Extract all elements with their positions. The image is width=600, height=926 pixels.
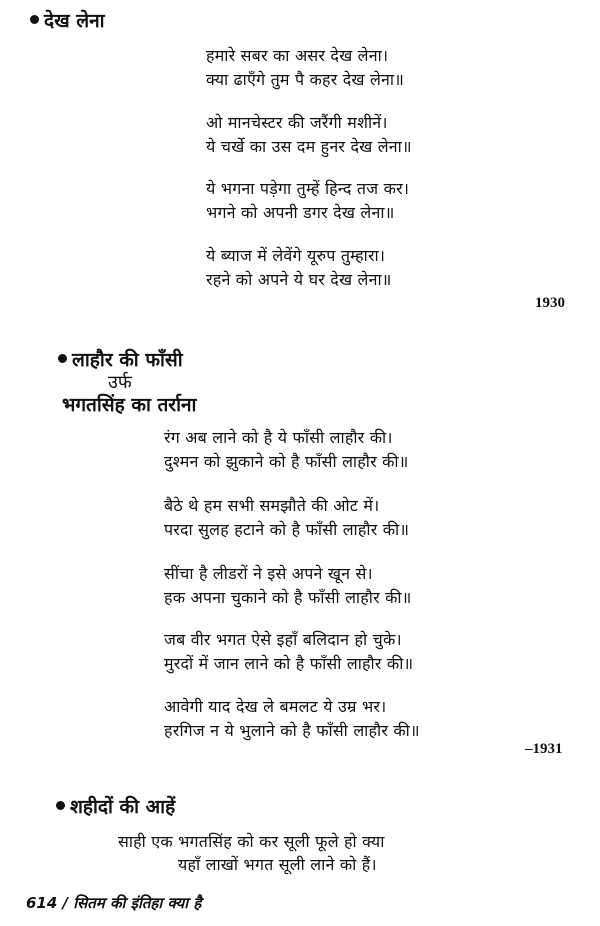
verse-line: रंग अब लाने को है ये फाँसी लाहौर की। <box>164 428 393 447</box>
stanza <box>206 111 412 159</box>
poem-title <box>58 349 183 371</box>
verse-line: जब वीर भगत ऐसे इहाँ बलिदान हो चुके। <box>164 630 402 649</box>
page-footer: 614 / सितम की इंतिहा क्या है <box>26 894 202 912</box>
year-label: –1931 <box>525 741 563 757</box>
poem-title <box>30 10 105 32</box>
poem-title-text: लाहौर की फाँसी <box>72 349 183 371</box>
poem-title <box>56 796 175 818</box>
verse-line: साही एक भगतसिंह को कर सूली फूले हो क्या <box>118 832 385 851</box>
verse-line: हमारे सबर का असर देख लेना। <box>206 46 389 65</box>
stanza <box>206 44 404 92</box>
verse-line: भगने को अपनी डगर देख लेना॥ <box>206 203 395 222</box>
verse-line: ये ब्याज में लेवेंगे यूरुप तुम्हारा। <box>206 246 386 265</box>
bullet-icon <box>56 801 65 810</box>
verse-line: ये भगना पड़ेगा तुम्हें हिन्द तज कर। <box>206 179 410 198</box>
verse-line: परदा सुलह हटाने को है फाँसी लाहौर की॥ <box>164 520 410 539</box>
poem-title-text: देख लेना <box>44 10 105 32</box>
verse-line: क्या ढाएँगे तुम पै कहर देख लेना॥ <box>206 70 405 89</box>
stanza <box>164 628 413 676</box>
stanza <box>206 177 409 225</box>
verse-line: यहाँ लाखों भगत सूली लाने को हैं। <box>178 855 377 874</box>
verse-line: बैठे थे हम सभी समझौते की ओट में। <box>164 496 380 515</box>
verse-line: ओ मानचेस्टर की जरैंगी मशीनें। <box>206 113 388 132</box>
alias-label: उर्फ <box>108 372 132 393</box>
verse-line: दुश्मन को झुकाने को है फाँसी लाहौर की॥ <box>164 452 409 471</box>
poem-title-text: शहीदों की आहें <box>70 796 176 818</box>
bullet-icon <box>30 15 39 24</box>
verse-line: रहने को अपने ये घर देख लेना॥ <box>206 270 392 289</box>
poem-subtitle: भगतसिंह का तर्राना <box>62 394 197 416</box>
verse-line: हक अपना चुकाने को है फाँसी लाहौर की॥ <box>164 588 412 607</box>
verse-line: मुरदों में जान लाने को है फाँसी लाहौर की॥ <box>164 654 414 673</box>
stanza <box>206 244 392 292</box>
verse-line: ये चर्खे का उस दम हुनर देख लेना॥ <box>206 137 412 156</box>
stanza <box>164 695 420 743</box>
verse-line: हरगिज न ये भुलाने को है फाँसी लाहौर की॥ <box>164 721 420 740</box>
stanza <box>118 830 385 854</box>
verse-line: आवेगी याद देख ले बमलट ये उम्र भर। <box>164 697 387 716</box>
year-label: 1930 <box>535 295 565 311</box>
bullet-icon <box>58 354 67 363</box>
stanza <box>164 494 409 542</box>
verse-line: सींचा है लीडरों ने इसे अपने खून से। <box>164 564 373 583</box>
stanza <box>178 853 377 877</box>
stanza <box>164 562 412 610</box>
stanza <box>164 426 409 474</box>
